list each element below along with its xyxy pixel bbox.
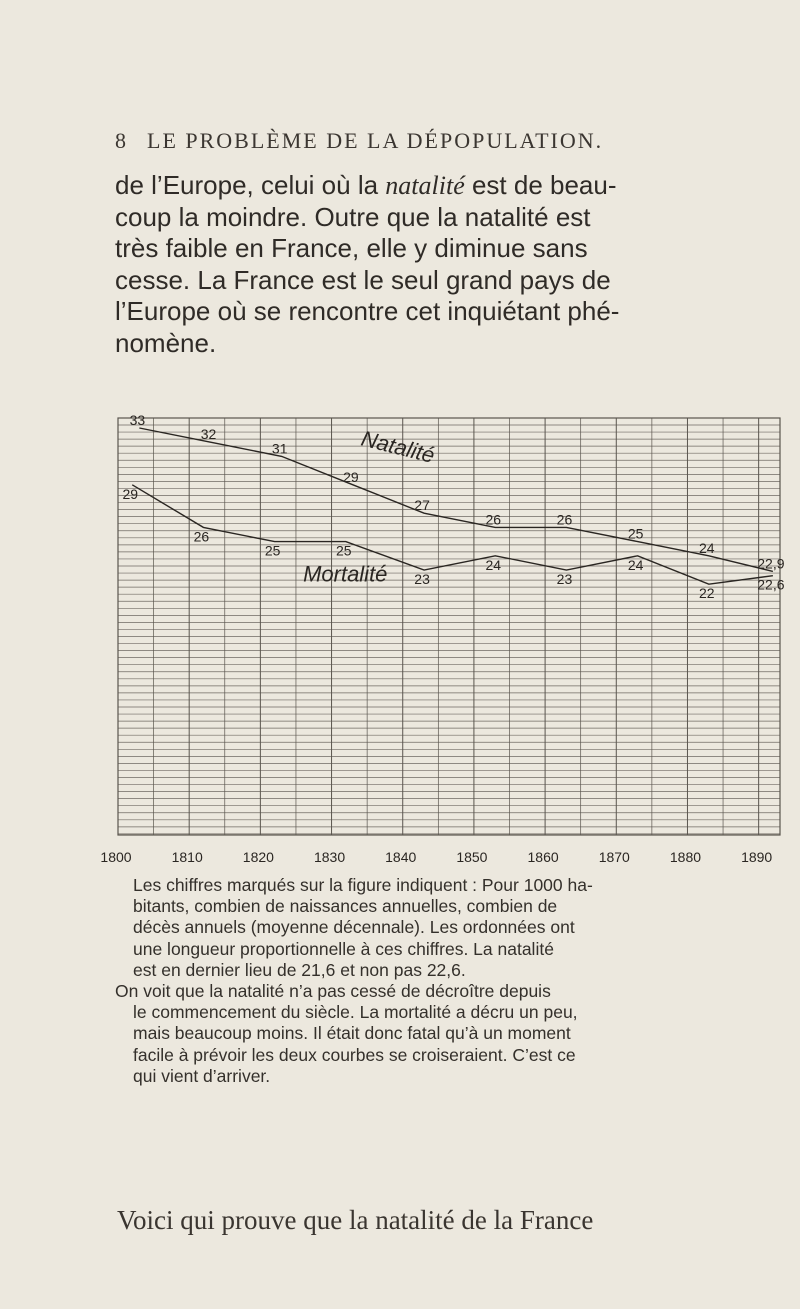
- data-label: 26: [193, 528, 210, 545]
- chart-svg: [0, 405, 800, 865]
- x-tick-label: 1840: [385, 849, 417, 865]
- data-label: 26: [556, 511, 573, 528]
- data-label: 29: [343, 468, 359, 485]
- page-number: 8: [115, 128, 127, 153]
- body-line: nomène.: [115, 327, 217, 358]
- closing-line: Voici qui prouve que la natalité de la France: [117, 1205, 594, 1235]
- data-label: 29: [122, 485, 139, 502]
- x-tick-label: 1850: [456, 849, 488, 865]
- x-tick-label: 1880: [669, 849, 702, 865]
- x-tick-label: 1800: [100, 849, 132, 865]
- caption-line: le commencement du siècle. La mortalité a décru un peu,: [133, 1002, 578, 1023]
- data-label: 24: [699, 539, 715, 556]
- plot-frame: [118, 418, 780, 835]
- caption-line: bitants, combien de naissances annuelles, combien de: [133, 896, 558, 917]
- data-label: 26: [485, 511, 502, 528]
- x-tick-label: 1830: [313, 849, 346, 865]
- caption-line: qui vient d’arriver.: [133, 1065, 271, 1086]
- series-label-natalite: Natalité: [358, 425, 438, 468]
- data-label: 32: [200, 426, 217, 443]
- data-label: 25: [264, 542, 281, 559]
- body-line: coup la moindre. Outre que la natalité est: [115, 201, 591, 232]
- caption-line: est en dernier lieu de 21,6 et non pas 22,6.: [133, 959, 466, 980]
- data-label: 24: [485, 556, 502, 573]
- x-tick-label: 1820: [242, 849, 274, 865]
- figure-caption: [115, 875, 755, 1087]
- caption-line: facile à prévoir les deux courbes se croiseraient. C’est ce: [133, 1044, 576, 1065]
- caption-line: une longueur proportionnelle à ces chiffres. La natalité: [133, 938, 554, 959]
- caption-line: Les chiffres marqués sur la figure indiquent : Pour 1000 ha-: [133, 875, 593, 895]
- natalite-line: [139, 425, 773, 571]
- data-label: 22: [699, 585, 715, 602]
- caption-line: mais beaucoup moins. Il était donc fatal qu’à un moment: [133, 1023, 571, 1044]
- data-label: 31: [271, 440, 288, 457]
- data-label: 27: [414, 497, 430, 514]
- natality-mortality-chart: [0, 405, 800, 865]
- data-label: 33: [129, 412, 146, 428]
- mortalite-line: [132, 485, 773, 587]
- x-tick-label: 1890: [741, 849, 773, 865]
- running-title: LE PROBLÈME DE LA DÉPOPULATION.: [147, 128, 604, 153]
- x-tick-label: 1860: [527, 849, 559, 865]
- x-tick-label: 1810: [171, 849, 203, 865]
- italic-natalite: natalité: [385, 171, 465, 200]
- body-line: très faible en France, elle y diminue sans: [115, 233, 588, 263]
- data-label: 25: [627, 525, 644, 542]
- data-label: 23: [556, 571, 573, 587]
- data-label: 22,9: [757, 555, 785, 572]
- data-label: 22,6: [757, 576, 785, 593]
- body-line: l’Europe où se rencontre cet inquiétant phé-: [115, 296, 620, 326]
- data-label: 25: [335, 542, 352, 559]
- body-paragraph: [115, 170, 715, 359]
- data-label: 23: [414, 571, 430, 587]
- body-line: de l’Europe, celui où la natalité est de beau-: [115, 170, 617, 200]
- caption-line: On voit que la natalité n’a pas cessé de décroître depuis: [115, 981, 551, 1002]
- caption-line: décès annuels (moyenne décennale). Les ordonnées ont: [133, 917, 575, 938]
- series-label-mortalite: Mortalité: [303, 561, 388, 587]
- data-label: 24: [627, 556, 644, 573]
- body-line: cesse. La France est le seul grand pays de: [115, 264, 611, 295]
- x-tick-label: 1870: [598, 849, 630, 865]
- running-head: [115, 128, 715, 158]
